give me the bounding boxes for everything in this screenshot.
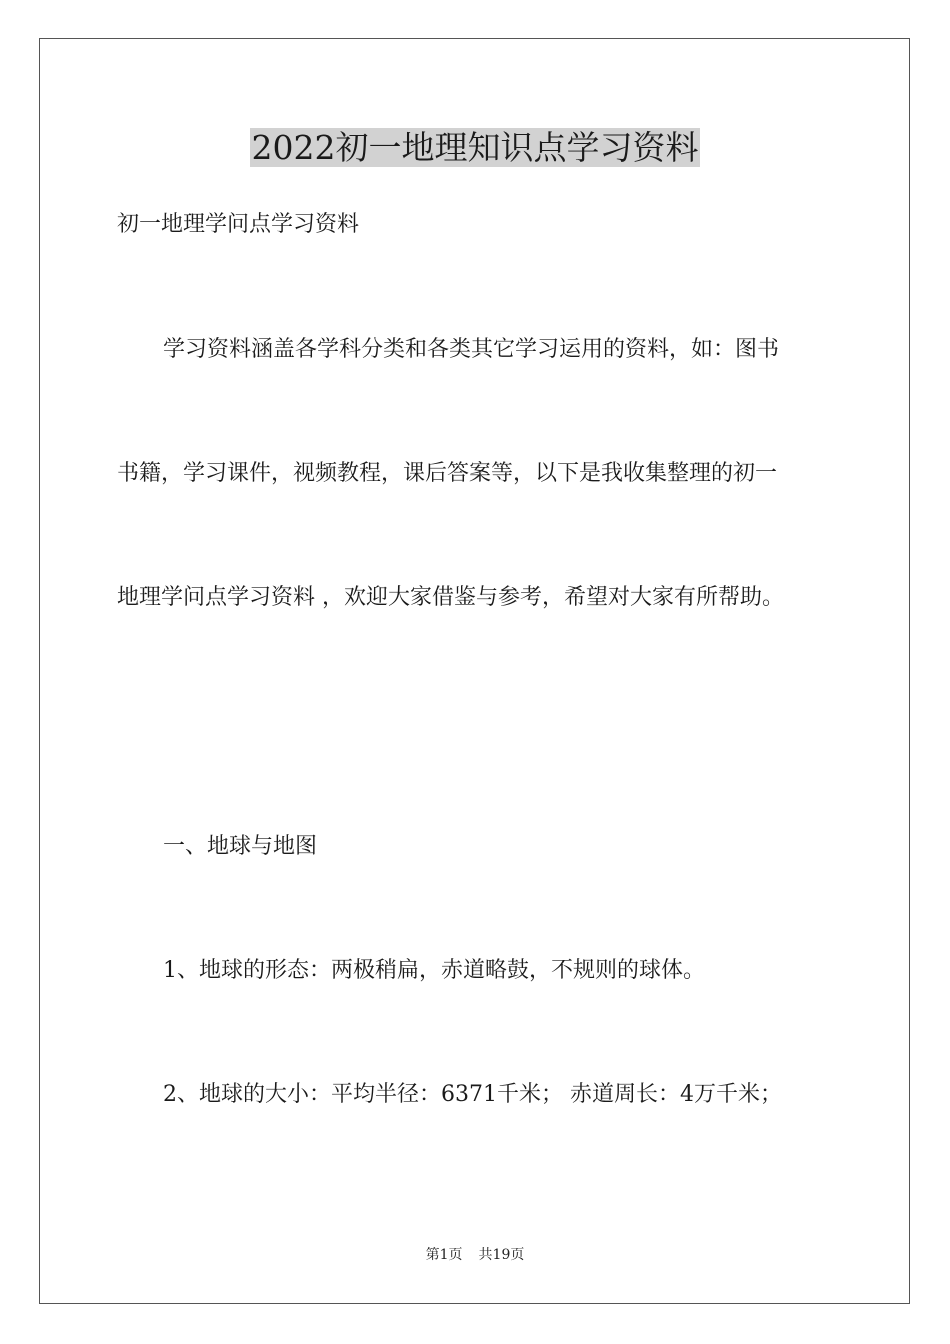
list-item: 2、地球的大小：平均半径：6371千米； 赤道周长：4万千米； (163, 1082, 782, 1107)
page-footer (0, 1246, 950, 1264)
intro-paragraph-line-3: 地理学问点学习资料 ，欢迎大家借鉴与参考，希望对大家有所帮助。 (117, 585, 784, 610)
section-heading: 一、地球与地图 (163, 834, 318, 859)
page-number: 第1页 (425, 1247, 463, 1263)
page-total: 共19页 (478, 1247, 525, 1263)
list-item: 1、地球的形态：两极稍扁，赤道略鼓，不规则的球体。 (163, 958, 705, 983)
intro-paragraph-line-1: 学习资料涵盖各学科分类和各类其它学习运用的资料，如：图书 (163, 337, 780, 362)
document-title-text: 2022初一地理知识点学习资料 (251, 128, 699, 167)
document-subtitle: 初一地理学问点学习资料 (117, 212, 360, 237)
intro-paragraph-line-2: 书籍，学习课件，视频教程，课后答案等，以下是我收集整理的初一 (117, 461, 778, 486)
document-title (0, 126, 950, 170)
